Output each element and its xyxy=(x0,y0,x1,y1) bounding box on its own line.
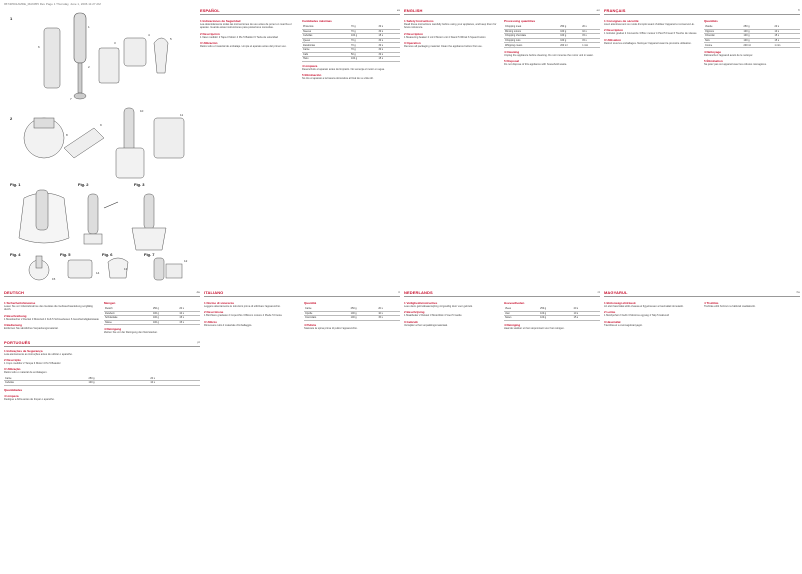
section-heading: 3 Használat xyxy=(604,319,621,324)
page-header xyxy=(4,290,200,297)
figure-label-2: 2 xyxy=(10,116,13,121)
section-text: Ziehen Sie vor der Reinigung den Netzstecker. xyxy=(104,331,158,335)
section-text: Lea detenidamente todas las instrucciones de uso antes de poner en marcha el aparato. Guarde estas instrucciones para posteriores consultas. xyxy=(200,23,292,30)
table-cell: 20 s xyxy=(149,377,200,381)
table-cell: 250 g xyxy=(152,307,178,311)
section-text: Rimuovere tutto il materiale d'imballaggio. xyxy=(204,323,253,327)
table-cell: 15 s xyxy=(178,316,200,321)
table-cell: Whipping cream xyxy=(504,43,559,48)
section-text: Tisztítás előtt húzza ki a hálózati csatlakozót. xyxy=(704,305,756,308)
page-francais xyxy=(604,8,800,285)
table-cell: 250 g xyxy=(88,377,150,381)
figure-1-product-set xyxy=(44,13,168,99)
figure-label-fig4: Fig. 4 xyxy=(10,252,21,257)
table-cell: 15 s xyxy=(774,38,801,43)
table-cell: 100 g xyxy=(743,38,774,43)
section-text: Lesen Sie vor Inbetriebnahme des Gerätes die Gebrauchsanleitung sorgfältig durch. xyxy=(4,305,93,312)
table-cell: Nueces xyxy=(302,29,350,34)
page-espanol xyxy=(200,8,400,285)
column-right xyxy=(704,299,800,328)
table-cell: 100 g xyxy=(350,311,378,316)
table-cell: Pimientos xyxy=(302,25,350,29)
table-title: Quantités xyxy=(704,19,718,23)
figure-fig4 xyxy=(29,256,49,280)
column-right xyxy=(304,299,400,331)
column-left xyxy=(4,299,100,336)
section-text: Unplug the appliance before cleaning. Do not immerse the motor unit in water. xyxy=(504,53,594,57)
figure-label-fig5: Fig. 5 xyxy=(60,252,71,257)
motor-unit-drawing xyxy=(74,13,86,63)
section-heading: 1 Safety Instructions xyxy=(404,19,434,23)
table-cell: 30 s xyxy=(378,43,400,48)
section-heading: 4 Reinigung xyxy=(104,327,122,332)
section-heading: 2 Descripción xyxy=(200,31,220,36)
part-number: 14 xyxy=(96,271,100,275)
table-cell: Chocolat xyxy=(704,34,743,39)
figure-3-blender-in-bowl xyxy=(116,108,184,178)
page-header xyxy=(204,290,400,297)
section-heading: 4 Limpieza xyxy=(302,63,318,68)
table-cell: Carne xyxy=(302,47,350,52)
page-code: it xyxy=(398,290,400,294)
table-cell: Vlees xyxy=(504,307,539,311)
chopper-bowl-drawing xyxy=(124,38,146,66)
table-cell: 15 s xyxy=(377,316,400,321)
table-cell: 1 min xyxy=(581,43,600,48)
section-heading: 1 Biztonsági előírások xyxy=(604,301,636,305)
part-number: 5 xyxy=(170,37,172,41)
section-heading: 1 Sicherheitshinweise xyxy=(4,301,36,305)
section-text: 1 Bicchiere graduato 2 Coperchio 3 Blocco motore 4 Piede 5 Frusta xyxy=(204,314,282,318)
language-title: DEUTSCH xyxy=(4,290,25,295)
section-text: Haal de stekker uit het stopcontact voor het reinigen. xyxy=(504,326,565,330)
table-cell: 20 s xyxy=(774,25,801,29)
page-header xyxy=(604,290,800,297)
quantities-table xyxy=(104,307,200,325)
section-text: Leggere attentamente le istruzioni prima di utilizzare l'apparecchio. xyxy=(204,305,281,308)
part-number: 13 xyxy=(124,267,128,271)
section-text: Verwijder al het verpakkingsmateriaal. xyxy=(404,323,448,327)
table-cell: 30 s xyxy=(378,38,400,43)
section-heading: 1 Norme di sicurezza xyxy=(204,301,234,305)
table-cell: 15 s xyxy=(581,38,600,43)
page-code: hu xyxy=(796,290,800,294)
section-text: Entfernen Sie sämtliches Verpackungsmaterial. xyxy=(4,326,59,330)
table-title: Hoeveelheden xyxy=(504,301,525,305)
section-heading: 3 Operation xyxy=(404,40,421,45)
table-cell: 100 g xyxy=(743,34,774,39)
table-cell: Chopping chocolate xyxy=(504,34,559,39)
quantities-table xyxy=(704,25,800,48)
column-left xyxy=(604,299,700,328)
table-cell: Crème xyxy=(704,43,743,48)
table-cell: Chopping meat xyxy=(504,25,559,29)
section-heading: 5 Eliminación xyxy=(302,73,322,78)
section-text: 1 Gobelet gradué 2 Couvercle 3 Bloc moteur 4 Pied 5 Fouet 6 Touche de vitesse xyxy=(604,32,697,36)
part-number: 15 xyxy=(52,277,56,281)
table-cell: 100 g xyxy=(88,381,150,386)
table-cell: Cebollas xyxy=(302,34,350,39)
language-title: ESPAÑOL xyxy=(200,8,220,13)
table-cell: 10 s xyxy=(774,29,801,34)
column-left xyxy=(404,17,500,68)
column-right xyxy=(504,17,600,68)
language-title: NEDERLANDS xyxy=(404,290,433,295)
table-cell: 250 g xyxy=(559,25,581,29)
table-row xyxy=(302,57,400,62)
section-text: Ne jetez pas cet appareil avec les ordures ménagères. xyxy=(704,63,767,67)
table-cell: 15 s xyxy=(378,57,400,62)
section-heading: 4 Pulizia xyxy=(304,322,317,327)
blade-head-drawing xyxy=(74,93,86,99)
table-cell: Café xyxy=(302,52,350,57)
table-cell: Oignons xyxy=(704,29,743,34)
section-heading: 3 Gebruik xyxy=(404,319,418,324)
quantities-table xyxy=(4,377,200,386)
section-text: Retire todo o material de embalagem. xyxy=(4,371,48,375)
table-cell: 250 g xyxy=(743,25,774,29)
figure-label-fig3: Fig. 3 xyxy=(134,182,145,187)
table-cell: 10 s xyxy=(149,381,200,386)
table-cell: Queso xyxy=(302,38,350,43)
table-cell: Hielo xyxy=(302,57,350,62)
section-text: 1 Messbecher 2 Deckel 3 Motorteil 4 Fuß 5 Schneebesen 6 Geschwindigkeitstaste xyxy=(4,317,99,321)
table-cell: 70 g xyxy=(350,43,377,48)
section-text: Lisez attentivement ce mode d'emploi avant d'utiliser l'appareil et conservez-le. xyxy=(604,23,695,26)
section-text: 1 Measuring beaker 2 Lid 3 Motor unit 4 Stand 5 Whisk 6 Speed button xyxy=(404,35,486,39)
section-heading: 2 Descrição xyxy=(4,357,21,362)
table-cell: 15 s xyxy=(774,34,801,39)
quantities-table xyxy=(504,25,600,48)
figure-fig1-hand xyxy=(19,190,69,243)
section-text: Staccare la spina prima di pulire l'apparecchio. xyxy=(304,326,358,330)
table-cell: 1 min xyxy=(774,43,801,48)
table-cell: Fleisch xyxy=(104,307,152,311)
table-cell: 10 s xyxy=(573,311,600,316)
figure-label-fig1: Fig. 1 xyxy=(10,182,21,187)
table-cell: 15 s xyxy=(573,316,600,321)
section-heading: 5 Disposal xyxy=(504,59,520,64)
quantities-table xyxy=(304,307,400,321)
column-right xyxy=(104,299,200,336)
section-text: 1 Mérőpohár 2 Fedő 3 Motoros egység 4 Talp 5 Habverő xyxy=(604,314,670,318)
section-text: Débranchez l'appareil avant de le nettoyer. xyxy=(704,53,754,57)
table-cell: 15 s xyxy=(378,34,400,39)
section-heading: 3 Utilización xyxy=(200,40,218,45)
page-english xyxy=(404,8,600,285)
quantities-table xyxy=(302,25,400,62)
section-heading: 1 Indicações de Segurança xyxy=(4,348,43,353)
document-header-line: 95740501AMDE_MA6055 Rev Page 1 Thursday, June 1, 2006 11:27 AM xyxy=(4,2,101,6)
section-text: Read these instructions carefully before using your appliance, and keep them for future reference. xyxy=(404,23,497,30)
page-header xyxy=(4,340,200,347)
section-heading: 1 Veiligheidsinstructies xyxy=(404,301,438,305)
part-number: 11 xyxy=(180,113,184,117)
table-cell: 50 g xyxy=(350,52,377,57)
page-header xyxy=(604,8,800,15)
language-title: FRANÇAIS xyxy=(604,8,626,13)
table-cell: 250 g xyxy=(350,307,378,311)
page-code: en xyxy=(596,8,600,12)
shaft-drawing xyxy=(78,63,82,93)
section-heading: 3 Utilizzo xyxy=(204,319,218,324)
table-cell: 100 g xyxy=(559,29,581,34)
table-cell: Cioccolato xyxy=(304,316,350,321)
part-number: 1 xyxy=(88,25,90,29)
section-text: No tire el aparato a la basura doméstica al final de su vida útil. xyxy=(302,77,374,81)
table-cell: 30 s xyxy=(378,25,400,29)
page-code: nl xyxy=(597,290,600,294)
table-cell: Zwiebeln xyxy=(104,311,152,316)
table-cell: Zanahorias xyxy=(302,43,350,48)
section-heading: 4 Reiniging xyxy=(504,322,521,327)
column-left xyxy=(604,17,700,68)
section-text: 1 Maatbeker 2 Deksel 3 Motorblok 4 Voet 5 Garde xyxy=(404,314,462,318)
section-heading: 3 Utilisation xyxy=(604,37,622,42)
page-magyarul xyxy=(604,290,800,570)
part-number: 12 xyxy=(184,259,188,263)
column-right xyxy=(302,17,400,81)
table-cell: 70 g xyxy=(350,47,377,52)
page-header xyxy=(404,8,600,15)
table-cell: 10 s xyxy=(377,311,400,316)
section-text: Remove all packaging material. Clean the appliance before first use. xyxy=(404,44,483,48)
table-cell: 100 g xyxy=(350,34,377,39)
table-cell: 100 g xyxy=(559,34,581,39)
page-code: pt xyxy=(197,339,200,344)
whisk-drawing xyxy=(154,38,168,73)
part-number: 6 xyxy=(38,45,40,49)
column-left xyxy=(404,299,500,331)
table-cell: 30 s xyxy=(378,52,400,57)
table-cell: Carne xyxy=(4,377,88,381)
table-cell: Noten xyxy=(504,316,539,321)
part-number: 7 xyxy=(70,97,72,101)
table-cell: 20 s xyxy=(573,307,600,311)
part-number: 10 xyxy=(140,109,144,113)
table-cell: 100 g xyxy=(152,316,178,321)
section-heading: 4 Limpeza xyxy=(4,393,19,398)
figure-2-chopper xyxy=(24,118,104,158)
column-right xyxy=(504,299,600,331)
section-heading: 1 Consignes de sécurité xyxy=(604,19,639,23)
table-cell: Uien xyxy=(504,311,539,316)
quantities-table xyxy=(504,307,600,321)
table-cell: 20 s xyxy=(178,307,200,311)
table-row xyxy=(104,320,200,325)
table-title: Cantidades máximas xyxy=(302,19,332,23)
part-number: 4 xyxy=(148,33,150,37)
part-number: 3 xyxy=(114,41,116,45)
section-heading: 3 Bedienung xyxy=(4,322,23,327)
section-heading: 2 Leírás xyxy=(604,310,616,315)
section-text: Leia atentamente as instruções antes de utilizar o aparelho. xyxy=(4,352,73,356)
section-heading: 1 Indicaciones de Seguridad xyxy=(200,19,241,23)
part-number: 9 xyxy=(100,123,102,127)
section-text: Retirez tous les emballages. Nettoyez l'appareil avant la première utilisation. xyxy=(604,41,692,45)
figure-label-fig2: Fig. 2 xyxy=(78,182,89,187)
section-text: Retire todo el material de embalaje. Limpie el aparato antes del primer uso. xyxy=(200,44,287,48)
table-cell: 200 ml xyxy=(559,43,581,48)
table-cell: Carne xyxy=(304,307,350,311)
table-cell: 100 g xyxy=(743,29,774,34)
table-cell: 100 g xyxy=(350,57,377,62)
figure-fig5 xyxy=(68,260,92,278)
section-text: Desligue a ficha antes de limpar o aparelho. xyxy=(4,397,55,401)
page-deutsch xyxy=(4,290,200,570)
table-cell: 70 g xyxy=(350,29,377,34)
page-code: es xyxy=(396,8,400,12)
part-number: 2 xyxy=(88,65,90,69)
section-heading: 5 Élimination xyxy=(704,59,723,64)
section-text: 1 Vaso medidor 2 Tapa 3 Motor 4 Pie 5 Batidor 6 Tecla de velocidad xyxy=(200,35,278,39)
table-cell: Noix xyxy=(704,38,743,43)
section-text: Do not dispose of this appliance with household waste. xyxy=(504,63,568,67)
table-cell: 100 g xyxy=(152,320,178,325)
table-cell: Cipolle xyxy=(304,311,350,316)
table-cell: Chopping nuts xyxy=(504,38,559,43)
language-title: PORTUGUÊS xyxy=(4,339,31,345)
table-cell: Nüsse xyxy=(104,320,152,325)
figures-page xyxy=(4,8,194,285)
section-heading: 4 Tisztítás xyxy=(704,301,719,305)
page-nederlands xyxy=(404,290,600,570)
section-text: Lees deze gebruiksaanwijzing zorgvuldig door voor gebruik. xyxy=(404,305,473,308)
table-cell: 15 s xyxy=(581,34,600,39)
table-row xyxy=(304,316,400,321)
column-right xyxy=(704,17,800,68)
table-cell: 100 g xyxy=(539,316,572,321)
table-title: Mengen xyxy=(104,301,116,305)
table-cell: 250 g xyxy=(539,307,572,311)
table-title: Quantidades xyxy=(4,387,23,392)
table-cell: Cebolas xyxy=(4,381,88,386)
table-cell: 200 ml xyxy=(743,43,774,48)
table-cell: 15 s xyxy=(178,320,200,325)
language-title: ENGLISH xyxy=(404,8,423,13)
table-cell: 20 s xyxy=(377,307,400,311)
language-title: ITALIANO xyxy=(204,290,224,295)
section-heading: 2 Description xyxy=(404,31,424,36)
section-heading: 2 Beschreibung xyxy=(4,313,27,318)
part-number: 8 xyxy=(66,133,68,137)
section-heading: 2 Beschrijving xyxy=(404,310,425,315)
column-left xyxy=(200,17,298,81)
table-cell: Viande xyxy=(704,25,743,29)
table-cell: 70 g xyxy=(350,25,377,29)
figure-label-fig6: Fig. 6 xyxy=(102,252,113,257)
page-italiano xyxy=(204,290,400,570)
table-cell: Mincing onions xyxy=(504,29,559,34)
figure-illustrations xyxy=(4,8,194,285)
figure-fig3-bowl xyxy=(132,194,166,250)
figure-label-fig7: Fig. 7 xyxy=(144,252,155,257)
section-heading: 2 Description xyxy=(604,28,624,33)
table-cell: Schokolade xyxy=(104,316,152,321)
figure-fig7 xyxy=(154,258,182,280)
table-cell: 70 g xyxy=(350,38,377,43)
page-header xyxy=(200,8,400,15)
table-row xyxy=(504,316,600,321)
beaker-drawing xyxy=(99,48,119,83)
wall-holder-drawing xyxy=(44,28,60,88)
table-cell: 30 s xyxy=(378,29,400,34)
section-text: Távolítsa el a csomagolóanyagot. xyxy=(604,323,643,327)
section-heading: 4 Cleaning xyxy=(504,49,520,54)
section-heading: 4 Nettoyage xyxy=(704,49,722,54)
section-heading: 2 Descrizione xyxy=(204,310,224,315)
section-text: Az első használat előtt olvassa el figyelmesen a használati útmutatót. xyxy=(604,305,684,308)
table-cell: 100 g xyxy=(350,316,378,321)
table-cell: 10 s xyxy=(581,29,600,34)
table-row xyxy=(704,43,800,48)
page-header xyxy=(404,290,600,297)
section-heading: 3 Utilização xyxy=(4,367,21,372)
table-title: Processing quantities xyxy=(504,19,536,23)
table-row xyxy=(504,43,600,48)
page-code: fr xyxy=(798,8,800,12)
language-title: MAGYARUL xyxy=(604,290,628,295)
table-row xyxy=(4,381,200,386)
section-text: Desenchufe el aparato antes de limpiarlo. No sumerja el motor en agua. xyxy=(302,67,385,71)
page-code: de xyxy=(196,290,200,294)
table-title: Quantità xyxy=(304,301,317,305)
figure-fig2-assembly xyxy=(84,194,118,244)
table-cell: 20 s xyxy=(581,25,600,29)
figure-label-1: 1 xyxy=(10,16,13,21)
column-left xyxy=(204,299,300,331)
table-cell: 100 g xyxy=(152,311,178,316)
page-portugues xyxy=(4,340,200,401)
table-cell: 10 s xyxy=(178,311,200,316)
table-cell: 100 g xyxy=(539,311,572,316)
section-text: 1 Copo medidor 2 Tampa 3 Motor 4 Pé 5 Batedor xyxy=(4,361,61,365)
table-cell: 100 g xyxy=(559,38,581,43)
table-cell: 30 s xyxy=(378,47,400,52)
